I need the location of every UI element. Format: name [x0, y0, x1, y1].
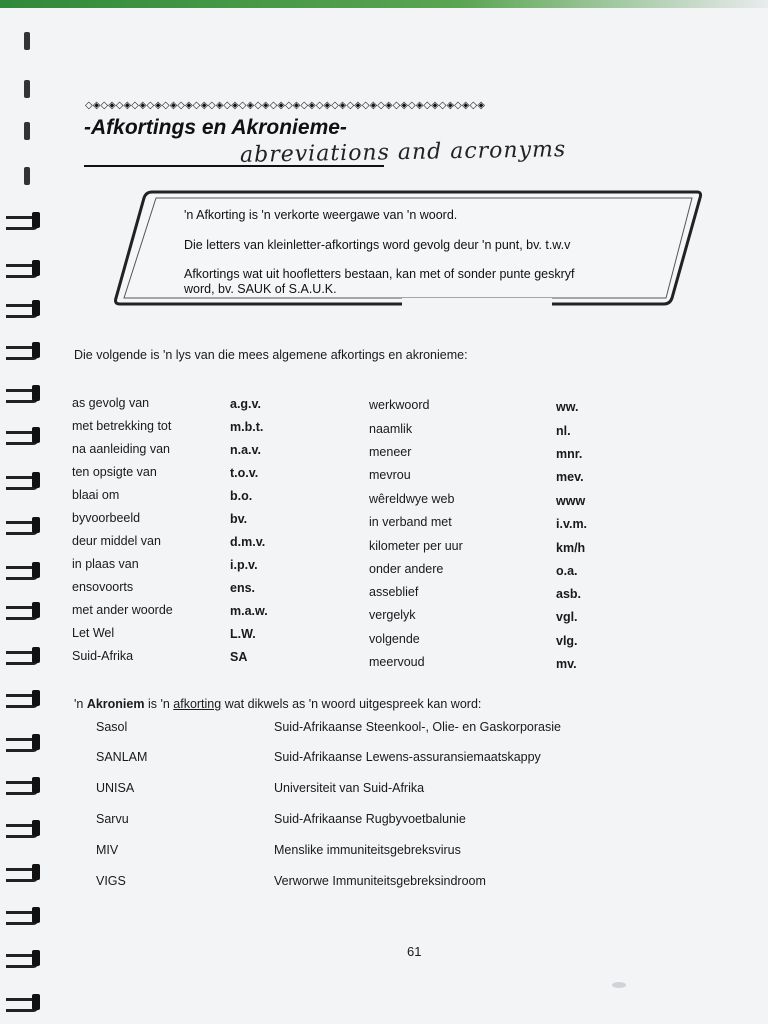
abbr-term: blaai om — [72, 488, 120, 502]
title-underline — [84, 165, 384, 167]
abbr-value: bv. — [230, 512, 248, 526]
binding-ring — [6, 948, 40, 970]
abbr-value: a.g.v. — [230, 397, 262, 411]
acronym-row — [94, 781, 654, 801]
abbr-term-right: werkwoord — [369, 398, 430, 412]
abbreviation-row — [70, 626, 630, 646]
acronym-expansion: Universiteit van Suid-Afrika — [274, 781, 425, 795]
abbr-value-right: mv. — [556, 657, 577, 671]
binding-ring — [6, 340, 40, 362]
abbr-term: met betrekking tot — [72, 419, 172, 433]
acronym-code: Sarvu — [96, 812, 129, 826]
abbr-term-right: wêreldwye web — [369, 492, 455, 506]
abbr-term-right: meervoud — [369, 655, 425, 669]
abbr-value: t.o.v. — [230, 466, 259, 480]
acronym-row — [94, 874, 654, 894]
binding-ring — [6, 600, 40, 622]
acronym-expansion: Verworwe Immuniteitsgebreksindroom — [274, 874, 486, 888]
binding-ring — [6, 298, 40, 320]
acronym-intro-prefix: 'n — [74, 697, 87, 711]
abbr-value: ens. — [230, 581, 256, 595]
abbr-term-right: kilometer per uur — [369, 539, 463, 553]
binding-ring — [6, 775, 40, 797]
callout-line-2: Die letters van kleinletter-afkortings word gevolg deur 'n punt, bv. t.w.v — [184, 238, 571, 252]
binding-ring — [6, 383, 40, 405]
abbr-value-right: ww. — [556, 400, 579, 414]
abbreviation-row — [70, 465, 630, 485]
title-ornament-border: ◇◈◇◈◇◈◇◈◇◈◇◈◇◈◇◈◇◈◇◈◇◈◇◈◇◈◇◈◇◈◇◈◇◈◇◈◇◈◇◈◇◈◇◈◇◈◇◈◇◈◇◈ — [85, 100, 485, 111]
abbreviation-row — [70, 442, 630, 462]
abbr-value: n.a.v. — [230, 443, 262, 457]
abbr-value-right: www — [556, 494, 586, 508]
binding-ring — [6, 515, 40, 537]
acronym-code: VIGS — [96, 874, 126, 888]
acronym-code: Sasol — [96, 720, 128, 734]
abbr-term-right: naamlik — [369, 422, 413, 436]
abbreviation-row — [70, 649, 630, 669]
binding-ring — [6, 120, 40, 142]
abbr-value-right: mnr. — [556, 447, 583, 461]
abbr-value-right: mev. — [556, 470, 584, 484]
abbreviation-row — [70, 580, 630, 600]
acronym-row — [94, 812, 654, 832]
spiral-binding — [0, 20, 48, 1024]
abbr-term-right: vergelyk — [369, 608, 416, 622]
handwritten-note: abreviations and acronyms — [239, 137, 567, 168]
abbreviation-row — [70, 603, 630, 623]
abbr-term: Suid-Afrika — [72, 649, 134, 663]
acronym-code: SANLAM — [96, 750, 148, 764]
binding-ring — [6, 258, 40, 280]
abbr-value: SA — [230, 650, 248, 664]
binding-ring — [6, 210, 40, 232]
top-edge-strip — [0, 0, 768, 8]
abbr-value-right: vlg. — [556, 634, 578, 648]
abbr-value-right: i.v.m. — [556, 517, 588, 531]
binding-ring — [6, 560, 40, 582]
binding-ring — [6, 818, 40, 840]
abbr-value-right: nl. — [556, 424, 571, 438]
acronym-code: MIV — [96, 843, 119, 857]
abbreviation-row — [70, 396, 630, 416]
list-intro: Die volgende is 'n lys van die mees algemene afkortings en akronieme: — [74, 348, 468, 362]
abbr-term: na aanleiding van — [72, 442, 170, 456]
acronym-row — [94, 750, 654, 770]
abbr-term: ensovoorts — [72, 580, 134, 594]
callout-line-1: 'n Afkorting is 'n verkorte weergawe van 'n woord. — [184, 208, 458, 222]
binding-ring — [6, 862, 40, 884]
acronym-intro-mid: is 'n — [144, 697, 174, 711]
abbr-value: d.m.v. — [230, 535, 266, 549]
acronym-expansion: Suid-Afrikaanse Lewens-assuransiemaatskappy — [274, 750, 541, 764]
abbreviation-row — [70, 419, 630, 439]
abbr-term-right: onder andere — [369, 562, 444, 576]
abbr-term: met ander woorde — [72, 603, 173, 617]
page-number: 61 — [407, 944, 422, 959]
binding-ring — [6, 905, 40, 927]
abbreviation-row — [70, 534, 630, 554]
abbr-value: i.p.v. — [230, 558, 258, 572]
abbr-value-right: asb. — [556, 587, 582, 601]
binding-ring — [6, 470, 40, 492]
binding-ring — [6, 425, 40, 447]
acronym-intro — [74, 697, 481, 711]
acronym-code: UNISA — [96, 781, 135, 795]
binding-ring — [6, 688, 40, 710]
abbr-term: Let Wel — [72, 626, 115, 640]
binding-ring — [6, 992, 40, 1014]
abbr-value: L.W. — [230, 627, 256, 641]
callout-line-4: word, bv. SAUK of S.A.U.K. — [184, 282, 337, 296]
acronym-intro-suffix: wat dikwels as 'n woord uitgespreek kan word: — [221, 697, 482, 711]
abbreviation-row — [70, 557, 630, 577]
acronym-expansion: Suid-Afrikaanse Steenkool-, Olie- en Gaskorporasie — [274, 720, 561, 734]
binding-ring — [6, 165, 40, 187]
acronym-row — [94, 843, 654, 863]
abbr-term-right: asseblief — [369, 585, 419, 599]
page-title: -Afkortings en Akronieme- — [84, 116, 347, 139]
abbr-term: in plaas van — [72, 557, 139, 571]
abbr-term-right: volgende — [369, 632, 420, 646]
definition-callout — [112, 186, 702, 310]
abbr-term: byvoorbeeld — [72, 511, 141, 525]
acronym-expansion: Suid-Afrikaanse Rugbyvoetbalunie — [274, 812, 466, 826]
abbr-value: m.b.t. — [230, 420, 264, 434]
abbr-term-right: in verband met — [369, 515, 452, 529]
binding-ring — [6, 30, 40, 52]
abbr-value: m.a.w. — [230, 604, 268, 618]
abbr-term: as gevolg van — [72, 396, 150, 410]
abbr-value-right: o.a. — [556, 564, 578, 578]
abbr-term: ten opsigte van — [72, 465, 157, 479]
abbr-term-right: mevrou — [369, 468, 411, 482]
abbreviation-row — [70, 511, 630, 531]
abbr-term-right: meneer — [369, 445, 412, 459]
acronym-intro-underlined: afkorting — [173, 697, 222, 711]
abbr-value: b.o. — [230, 489, 253, 503]
acronym-expansion: Menslike immuniteitsgebreksvirus — [274, 843, 461, 857]
binding-ring — [6, 78, 40, 100]
acronym-row — [94, 720, 654, 740]
abbreviation-row — [70, 488, 630, 508]
abbr-value-right: km/h — [556, 541, 586, 555]
binding-ring — [6, 645, 40, 667]
abbr-term: deur middel van — [72, 534, 161, 548]
callout-line-3: Afkortings wat uit hoofletters bestaan, kan met of sonder punte geskryf — [184, 267, 575, 281]
abbr-value-right: vgl. — [556, 610, 578, 624]
acronym-intro-bold: Akroniem — [86, 697, 145, 711]
paper-mark — [612, 982, 626, 988]
binding-ring — [6, 732, 40, 754]
